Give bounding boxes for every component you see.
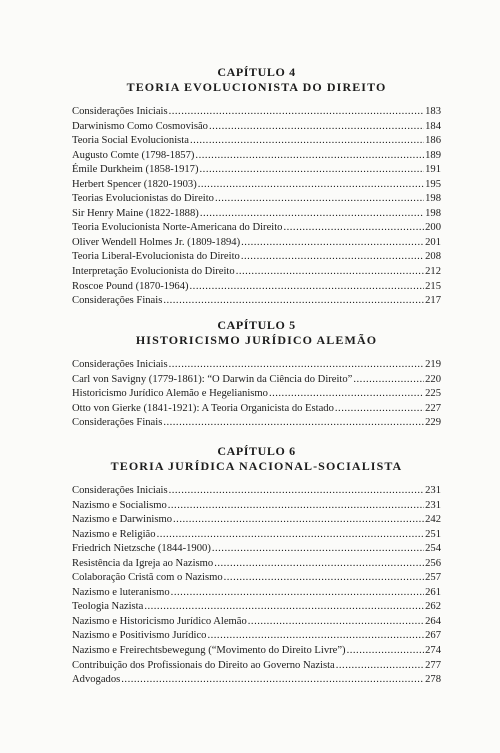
toc-entry-label: Herbert Spencer (1820-1903) <box>72 178 197 190</box>
toc-entry-label: Émile Durkheim (1858-1917) <box>72 164 199 176</box>
toc-entry <box>72 615 441 630</box>
toc-entry-page-number: 225 <box>425 388 441 400</box>
toc-entry-label: Teorias Evolucionistas do Direito <box>72 193 214 205</box>
dot-leader <box>248 615 424 630</box>
toc-entry-label: Resistência da Igreja ao Nazismo <box>72 557 214 569</box>
toc-entry <box>72 120 441 135</box>
toc-entry <box>72 416 441 431</box>
toc-entry-page-number: 274 <box>425 645 441 657</box>
chapter-number: CAPÍTULO 5 <box>217 318 296 332</box>
toc-entry <box>72 207 441 222</box>
toc-entry-page-number: 198 <box>425 207 441 219</box>
toc-entry-page-number: 201 <box>425 236 441 248</box>
dot-leader <box>212 542 424 557</box>
chapter-number: CAPÍTULO 6 <box>217 444 296 458</box>
toc-entry <box>72 600 441 615</box>
toc-list <box>72 358 441 431</box>
toc-entry-label: Augusto Comte (1798-1857) <box>72 149 195 161</box>
toc-entry <box>72 499 441 514</box>
dot-leader <box>347 644 425 659</box>
toc-entry-page-number: 231 <box>425 485 441 496</box>
dot-leader <box>121 673 424 688</box>
chapter-number: CAPÍTULO 4 <box>217 65 296 79</box>
toc-entry-page-number: 217 <box>425 295 441 307</box>
dot-leader <box>163 294 424 309</box>
toc-entry-label: Considerações Iniciais <box>72 106 168 117</box>
dot-leader <box>190 134 424 149</box>
toc-entry-page-number: 227 <box>425 402 441 414</box>
dot-leader <box>169 484 425 499</box>
toc-entry-page-number: 198 <box>425 193 441 205</box>
toc-entry-page-number: 212 <box>425 266 441 278</box>
dot-leader <box>241 236 424 251</box>
toc-entry-label: Nazismo e Socialismo <box>72 499 167 511</box>
toc-entry <box>72 528 441 543</box>
dot-leader <box>236 265 424 280</box>
toc-entry-page-number: 242 <box>425 514 441 526</box>
dot-leader <box>241 250 424 265</box>
toc-entry-label: Considerações Iniciais <box>72 359 168 370</box>
dot-leader <box>157 528 425 543</box>
dot-leader <box>200 207 424 222</box>
toc-entry <box>72 178 441 193</box>
toc-entry-page-number: 251 <box>425 528 441 540</box>
toc-entry-page-number: 215 <box>425 280 441 292</box>
toc-entry-label: Nazismo e Positivismo Jurídico <box>72 630 207 642</box>
toc-entry-page-number: 208 <box>425 251 441 263</box>
toc-entry <box>72 163 441 178</box>
dot-leader <box>214 557 424 572</box>
dot-leader <box>224 571 424 586</box>
toc-entry-label: Teoria Liberal-Evolucionista do Direito <box>72 251 240 263</box>
toc-entry-page-number: 200 <box>425 222 441 234</box>
toc-entry <box>72 542 441 557</box>
chapter-4-section <box>72 65 441 309</box>
toc-list <box>72 105 441 309</box>
toc-list <box>72 484 441 688</box>
toc-entry <box>72 265 441 280</box>
dot-leader <box>195 149 424 164</box>
toc-entry-page-number: 254 <box>425 543 441 555</box>
dot-leader <box>209 120 424 135</box>
dot-leader <box>190 280 425 295</box>
toc-entry <box>72 571 441 586</box>
toc-entry <box>72 629 441 644</box>
toc-entry <box>72 105 441 120</box>
toc-entry <box>72 484 441 499</box>
toc-entry-page-number: 261 <box>425 586 441 598</box>
toc-entry-page-number: 262 <box>425 601 441 613</box>
toc-entry <box>72 294 441 309</box>
toc-entry-label: Nazismo e Religião <box>72 528 156 540</box>
chapter-5-section <box>72 318 441 431</box>
toc-entry-page-number: 186 <box>425 135 441 147</box>
toc-entry-label: Teologia Nazista <box>72 601 144 613</box>
toc-entry-page-number: 256 <box>425 557 441 569</box>
toc-entry-label: Considerações Iniciais <box>72 485 168 496</box>
toc-entry <box>72 387 441 402</box>
toc-entry <box>72 250 441 265</box>
toc-entry-label: Considerações Finais <box>72 417 163 429</box>
toc-entry <box>72 586 441 601</box>
toc-entry-page-number: 191 <box>425 164 441 176</box>
dot-leader <box>353 373 424 388</box>
toc-entry <box>72 221 441 236</box>
toc-entry-page-number: 219 <box>425 359 441 370</box>
toc-entry-page-number: 195 <box>425 178 441 190</box>
toc-entry <box>72 192 441 207</box>
dot-leader <box>169 358 425 373</box>
toc-entry-label: Interpretação Evolucionista do Direito <box>72 266 235 278</box>
toc-entry-label: Colaboração Cristã com o Nazismo <box>72 572 223 584</box>
toc-entry-label: Sir Henry Maine (1822-1888) <box>72 207 199 219</box>
toc-entry-label: Teoria Evolucionista Norte-Americana do Direito <box>72 222 283 234</box>
toc-entry-label: Contribuição dos Profissionais do Direito ao Governo Nazista <box>72 659 335 671</box>
chapter-title: TEORIA EVOLUCIONISTA DO DIREITO <box>126 80 387 94</box>
dot-leader <box>173 513 424 528</box>
dot-leader <box>144 600 424 615</box>
toc-entry-label: Carl von Savigny (1779-1861): “O Darwin da Ciência do Direito” <box>72 373 353 385</box>
chapter-title: HISTORICISMO JURÍDICO ALEMÃO <box>135 333 378 347</box>
toc-entry <box>72 280 441 295</box>
dot-leader <box>207 629 424 644</box>
toc-entry <box>72 557 441 572</box>
toc-entry <box>72 358 441 373</box>
toc-entry-label: Roscoe Pound (1870-1964) <box>72 280 189 292</box>
toc-entry-label: Considerações Finais <box>72 295 163 307</box>
toc-entry-label: Otto von Gierke (1841-1921): A Teoria Organicista do Estado <box>72 402 334 414</box>
toc-entry <box>72 236 441 251</box>
toc-entry-page-number: 277 <box>425 659 441 671</box>
chapter-title: TEORIA JURÍDICA NACIONAL-SOCIALISTA <box>110 459 403 473</box>
dot-leader <box>163 416 424 431</box>
toc-entry <box>72 149 441 164</box>
toc-entry-page-number: 267 <box>425 630 441 642</box>
toc-entry <box>72 402 441 417</box>
toc-entry <box>72 513 441 528</box>
dot-leader <box>283 221 424 236</box>
toc-entry <box>72 659 441 674</box>
dot-leader <box>168 499 424 514</box>
toc-entry <box>72 673 441 688</box>
toc-entry-label: Historicismo Jurídico Alemão e Hegelianismo <box>72 388 268 400</box>
toc-entry-page-number: 189 <box>425 149 441 161</box>
dot-leader <box>215 192 424 207</box>
toc-entry-label: Teoria Social Evolucionista <box>72 135 189 147</box>
dot-leader <box>269 387 424 402</box>
toc-entry-page-number: 278 <box>425 674 441 686</box>
toc-entry-page-number: 257 <box>425 572 441 584</box>
toc-entry <box>72 644 441 659</box>
toc-entry-page-number: 229 <box>425 417 441 429</box>
toc-entry-label: Friedrich Nietzsche (1844-1900) <box>72 543 211 555</box>
dot-leader <box>200 163 425 178</box>
dot-leader <box>198 178 424 193</box>
toc-entry <box>72 373 441 388</box>
dot-leader <box>171 586 424 601</box>
toc-entry-label: Nazismo e Freirechtsbewegung (“Movimento do Direito Livre”) <box>72 645 346 657</box>
toc-entry-page-number: 231 <box>425 499 441 511</box>
dot-leader <box>335 402 424 417</box>
dot-leader <box>169 105 425 120</box>
toc-entry-page-number: 220 <box>425 373 441 385</box>
toc-entry-label: Darwinismo Como Cosmovisão <box>72 120 208 132</box>
toc-entry-label: Oliver Wendell Holmes Jr. (1809-1894) <box>72 236 241 248</box>
chapter-6-section <box>72 444 441 688</box>
toc-entry-page-number: 264 <box>425 615 441 627</box>
toc-entry-label: Nazismo e luteranismo <box>72 586 170 598</box>
toc-entry-page-number: 183 <box>425 106 441 117</box>
dot-leader <box>336 659 424 674</box>
toc-entry-label: Nazismo e Darwinismo <box>72 514 173 526</box>
toc-entry-label: Advogados <box>72 674 121 686</box>
toc-entry-label: Nazismo e Historicismo Jurídico Alemão <box>72 615 247 627</box>
toc-entry <box>72 134 441 149</box>
toc-entry-page-number: 184 <box>425 120 441 132</box>
